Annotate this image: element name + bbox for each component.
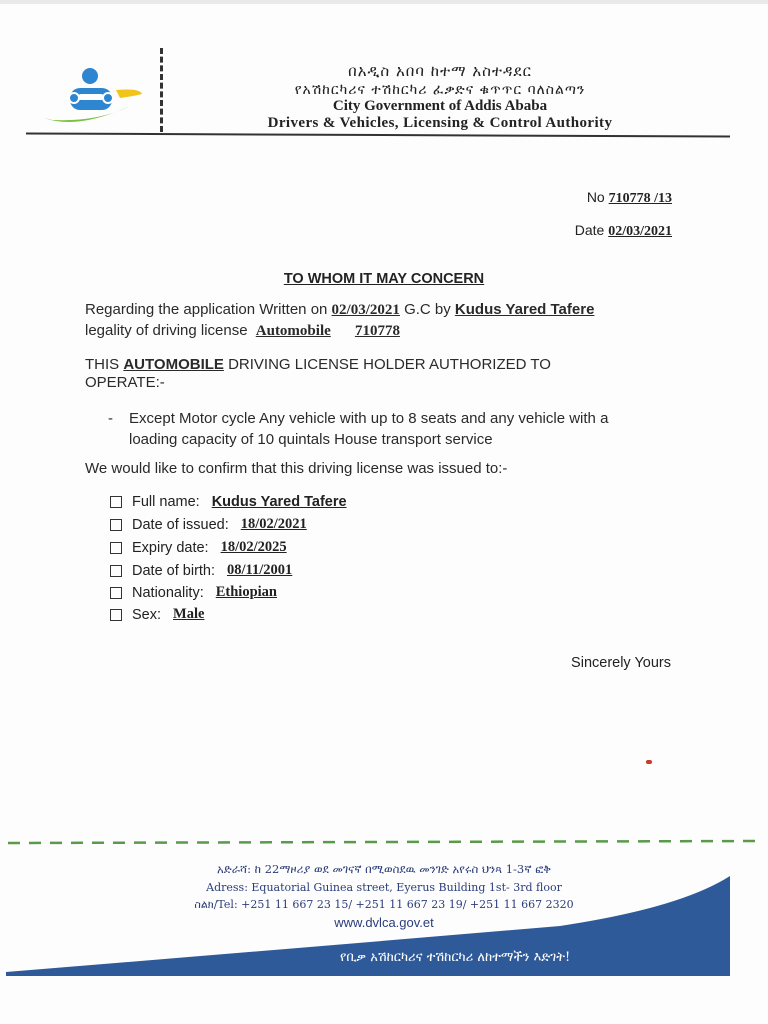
footer-address: Adress: Equatorial Guinea street, Eyerus Building 1st- 3rd floor — [206, 881, 562, 894]
checkbox-icon — [110, 496, 122, 508]
detail-full-name — [110, 494, 347, 510]
detail-nationality — [110, 584, 277, 601]
detail-expiry-date — [110, 539, 287, 556]
authority-logo-icon — [38, 62, 148, 134]
detail-value: 08/11/2001 — [227, 562, 293, 578]
intro-line-1 — [85, 301, 594, 319]
checkbox-icon — [110, 519, 122, 531]
detail-label: Sex: — [132, 606, 162, 623]
letterhead-english-authority: Drivers & Vehicles, Licensing & Control Authority — [267, 115, 613, 131]
reference-date-label: Date — [574, 222, 605, 238]
letterhead-divider — [160, 48, 166, 132]
reference-date — [575, 222, 672, 240]
application-date: 02/03/2021 — [331, 302, 400, 318]
detail-date-issued — [110, 516, 307, 533]
footer-amharic-address: አድራሻ: ከ 22ማዞሪያ ወደ መገናኛ በሚወስደዉ መንገድ አየሩስ ህንጻ 1-3ኛ ፎቅ — [217, 862, 551, 876]
detail-label: Date of issued: — [132, 516, 229, 533]
footer-website-link[interactable]: www.dvlca.gov.et — [334, 915, 434, 930]
detail-value: Ethiopian — [215, 584, 277, 600]
footer-dashed-rule — [8, 838, 758, 846]
intro-text: Regarding the application Written on — [85, 301, 328, 318]
detail-date-of-birth — [110, 562, 292, 579]
intro-text-legality: legality of driving license — [85, 322, 248, 339]
authorization-text-2: DRIVING LICENSE HOLDER AUTHORIZED TO — [228, 356, 551, 373]
footer-telephone: ስልክ/Tel: +251 11 667 23 15/ +251 11 667 23 19/ +251 11 667 2320 — [194, 898, 574, 911]
reference-no-value: 710778 /13 — [608, 191, 672, 206]
detail-label: Date of birth: — [132, 562, 216, 579]
intro-text-by: G.C by — [404, 301, 451, 318]
subject-line: TO WHOM IT MAY CONCERN — [283, 271, 485, 287]
checkbox-icon — [110, 542, 122, 554]
authorization-text: THIS — [85, 356, 120, 373]
confirm-text: We would like to confirm that this driving license was issued to:- — [85, 460, 508, 477]
bullet-dash: - — [108, 410, 113, 427]
reference-no-label: No — [586, 189, 605, 205]
authorization-category: AUTOMOBILE — [123, 356, 224, 373]
license-category: Automobile — [255, 323, 331, 339]
detail-sex — [110, 606, 204, 623]
authorization-line-1 — [85, 356, 551, 373]
intro-line-2 — [85, 322, 400, 340]
letterhead-english-city: City Government of Addis Ababa — [332, 98, 548, 114]
scan-edge — [0, 0, 768, 4]
footer-slogan: የቢቃ አሽከርካሪና ተሽከርካሪ ለከተማችን እድገት! — [340, 950, 571, 965]
letterhead-amharic-authority: የአሽከርካሪና ተሽከርካሪ ፈቃድና ቁጥጥር ባለስልጣን — [294, 82, 586, 98]
detail-value: Kudus Yared Tafere — [211, 494, 347, 510]
bullet-line-1: Except Motor cycle Any vehicle with up to 8 seats and any vehicle with a — [129, 410, 609, 427]
detail-label: Expiry date: — [132, 539, 209, 556]
applicant-name: Kudus Yared Tafere — [454, 301, 595, 318]
bullet-line-2: loading capacity of 10 quintals House transport service — [129, 431, 493, 448]
authorization-line-2: OPERATE:- — [85, 374, 165, 391]
closing-text: Sincerely Yours — [571, 655, 671, 671]
reference-date-value: 02/03/2021 — [608, 224, 672, 239]
detail-label: Full name: — [132, 494, 200, 510]
checkbox-icon — [110, 609, 122, 621]
detail-value: 18/02/2021 — [240, 516, 307, 532]
letterhead-rule — [26, 132, 730, 137]
letterhead — [170, 62, 710, 132]
reference-number — [587, 189, 672, 207]
detail-value: Male — [173, 606, 205, 622]
letterhead-amharic-city: በአዲስ አበባ ከተማ አስተዳደር — [348, 62, 532, 80]
detail-label: Nationality: — [132, 584, 204, 601]
checkbox-icon — [110, 587, 122, 599]
checkbox-icon — [110, 565, 122, 577]
license-number: 710778 — [354, 323, 400, 339]
detail-value: 18/02/2025 — [220, 539, 287, 555]
ink-mark — [646, 760, 652, 764]
